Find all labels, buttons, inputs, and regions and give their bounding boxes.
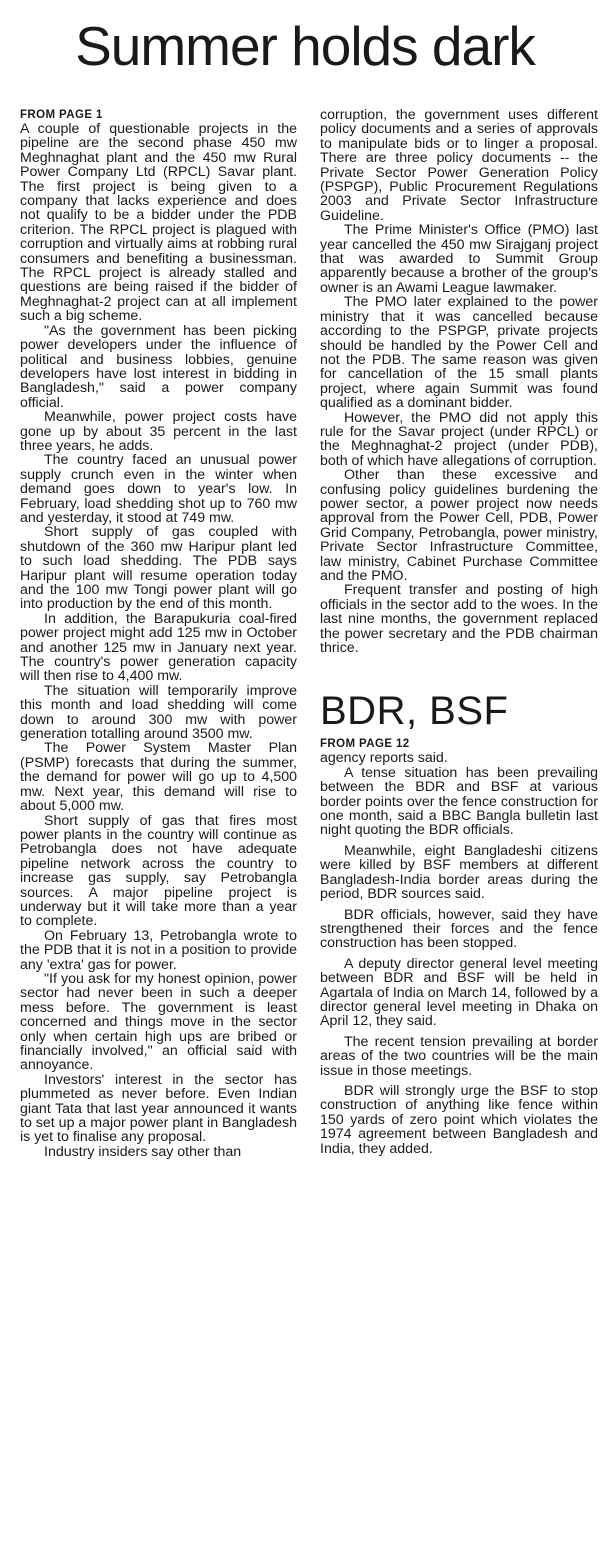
paragraph: Meanwhile, power project costs have gone up by about 35 percent in the last three years, he adds. bbox=[20, 409, 297, 454]
paragraph: The country faced an unusual power supply crunch even in the winter when demand goes down to year's low. In February, load shedding shot up to 760 mw and yesterday, it stood at 749 mw. bbox=[20, 452, 297, 526]
paragraph: corruption, the government uses different policy documents and a series of approvals to manipulate bids or to linger a proposal. There are three policy documents -- the Private Sector Power Generation Policy (PSPGP), Public Procurement Regulations 2003 and Private Sector Infrastructure Guideline. bbox=[320, 107, 598, 224]
paragraph: BDR officials, however, said they have strengthened their forces and the fence construction has been stopped. bbox=[320, 906, 598, 952]
paragraph: Investors' interest in the sector has plummeted as never before. Even Indian giant Tata that last year announced it wants to set up a major power plant in Bangladesh is yet to finalise any proposal. bbox=[20, 1071, 297, 1146]
paragraph: The situation will temporarily improve this month and load shedding will come down to around 300 mw with power generation totalling around 3500 mw. bbox=[20, 682, 297, 743]
paragraph: The recent tension prevailing at border areas of the two countries will be the main issue in those meetings. bbox=[320, 1033, 598, 1079]
paragraph: Short supply of gas that fires most power plants in the country will continue as Petrobangla does not have adequate pipeline network across the country to increase gas supply, say Petrobangla sources. A major pipeline project is underway but it will take more than a year to complete. bbox=[20, 812, 297, 930]
headline: Summer holds dark bbox=[75, 15, 535, 77]
paragraph: "If you ask for my honest opinion, power sector had never been in such a deeper mess before. The government is least concerned and things move in the sector only when certain high ups are bribed or financially involved," an official said with annoyance. bbox=[20, 970, 297, 1074]
paragraph: The Prime Minister's Office (PMO) last year cancelled the 450 mw Sirajganj project that was awarded to Summit Group apparently because a brother of the group's owner is an Awami League lawmaker. bbox=[320, 222, 598, 296]
article-left-column bbox=[20, 108, 297, 1159]
paragraph: "As the government has been picking power developers under the influence of political and business lobbies, genuine developers have lost interest in bidding in Bangladesh," said a power company official. bbox=[20, 322, 297, 411]
paragraph: The Power System Master Plan (PSMP) forecasts that during the summer, the demand for power will go up to 4,500 mw. Next year, this demand will rise to about 5,000 mw. bbox=[20, 740, 297, 815]
paragraph: Other than these excessive and confusing policy guidelines burdening the power sector, a power project now needs approval from the Power Cell, PDB, Power Grid Company, Petrobangla, power ministry, Private Sector Infrastructure Committee, law ministry, Cabinet Purchase Committee and the PMO. bbox=[320, 467, 598, 584]
paragraph: However, the PMO did not apply this rule for the Savar project (under RPCL) or the Meghnaghat-2 project (under PDB), both of which have allegations of corruption. bbox=[320, 409, 598, 469]
paragraph: Industry insiders say other than bbox=[44, 1143, 242, 1160]
bdr-headline: BDR, BSF bbox=[320, 689, 509, 734]
paragraph: On February 13, Petrobangla wrote to the PDB that it is not in a position to provide any 'extra' gas for power. bbox=[20, 927, 297, 973]
paragraph: Meanwhile, eight Bangladeshi citizens were killed by BSF members at different Bangladesh-India border areas during the period, BDR sources said. bbox=[320, 842, 598, 903]
paragraph: A tense situation has been prevailing between the BDR and BSF at various border points over the fence construction for one month, said a BBC Bangla bulletin last night quoting the BDR officials. bbox=[320, 764, 598, 839]
paragraph: agency reports said. bbox=[320, 750, 448, 767]
paragraph: In addition, the Barapukuria coal-fired power project might add 125 mw in October and another 125 mw in January next year. The country's power generation capacity will then rise to 4,400 mw. bbox=[20, 610, 297, 685]
paragraph: A deputy director general level meeting between BDR and BSF will be held in Agartala of India on March 14, followed by a director general level meeting in Dhaka on April 12, they said. bbox=[320, 955, 598, 1030]
paragraph: The PMO later explained to the power ministry that it was cancelled because according to the PSPGP, private projects should be handled by the Power Cell and not the PDB. The same reason was given for cancellation of the 15 small plants project, where again Summit was found qualified as a dominant bidder. bbox=[320, 294, 598, 412]
paragraph: Short supply of gas coupled with shutdown of the 360 mw Haripur plant led to such load shedding. The PDB says Haripur plant will resume operation today and the 100 mw Tongi power plant will go into production by the end of this month. bbox=[20, 524, 297, 613]
jump-kicker: FROM PAGE 1 bbox=[20, 109, 103, 121]
paragraph: Frequent transfer and posting of high officials in the sector add to the woes. In the last nine months, the government replaced the power secretary and the PDB chairman thrice. bbox=[320, 582, 598, 657]
paragraph: A couple of questionable projects in the pipeline are the second phase 450 mw Meghnaghat plant and the 450 mw Rural Power Company Ltd (RPCL) Savar plant. The first project is being given to a company that lacks experience and does not qualify to be a bidder under the PDB criterion. The RPCL project is plagued with corruption and virtually aims at robbing rural consumers and benefiting a businessman. The RPCL project is already stalled and questions are being raised if the bidder of Meghnaghat-2 project can at all implement such a big scheme. bbox=[20, 121, 297, 325]
article-right-column bbox=[320, 108, 598, 1156]
paragraph: BDR will strongly urge the BSF to stop construction of anything like fence within 150 yards of zero point which violates the 1974 agreement between Bangladesh and India, they added. bbox=[320, 1082, 598, 1157]
jump-kicker: FROM PAGE 12 bbox=[320, 738, 410, 751]
